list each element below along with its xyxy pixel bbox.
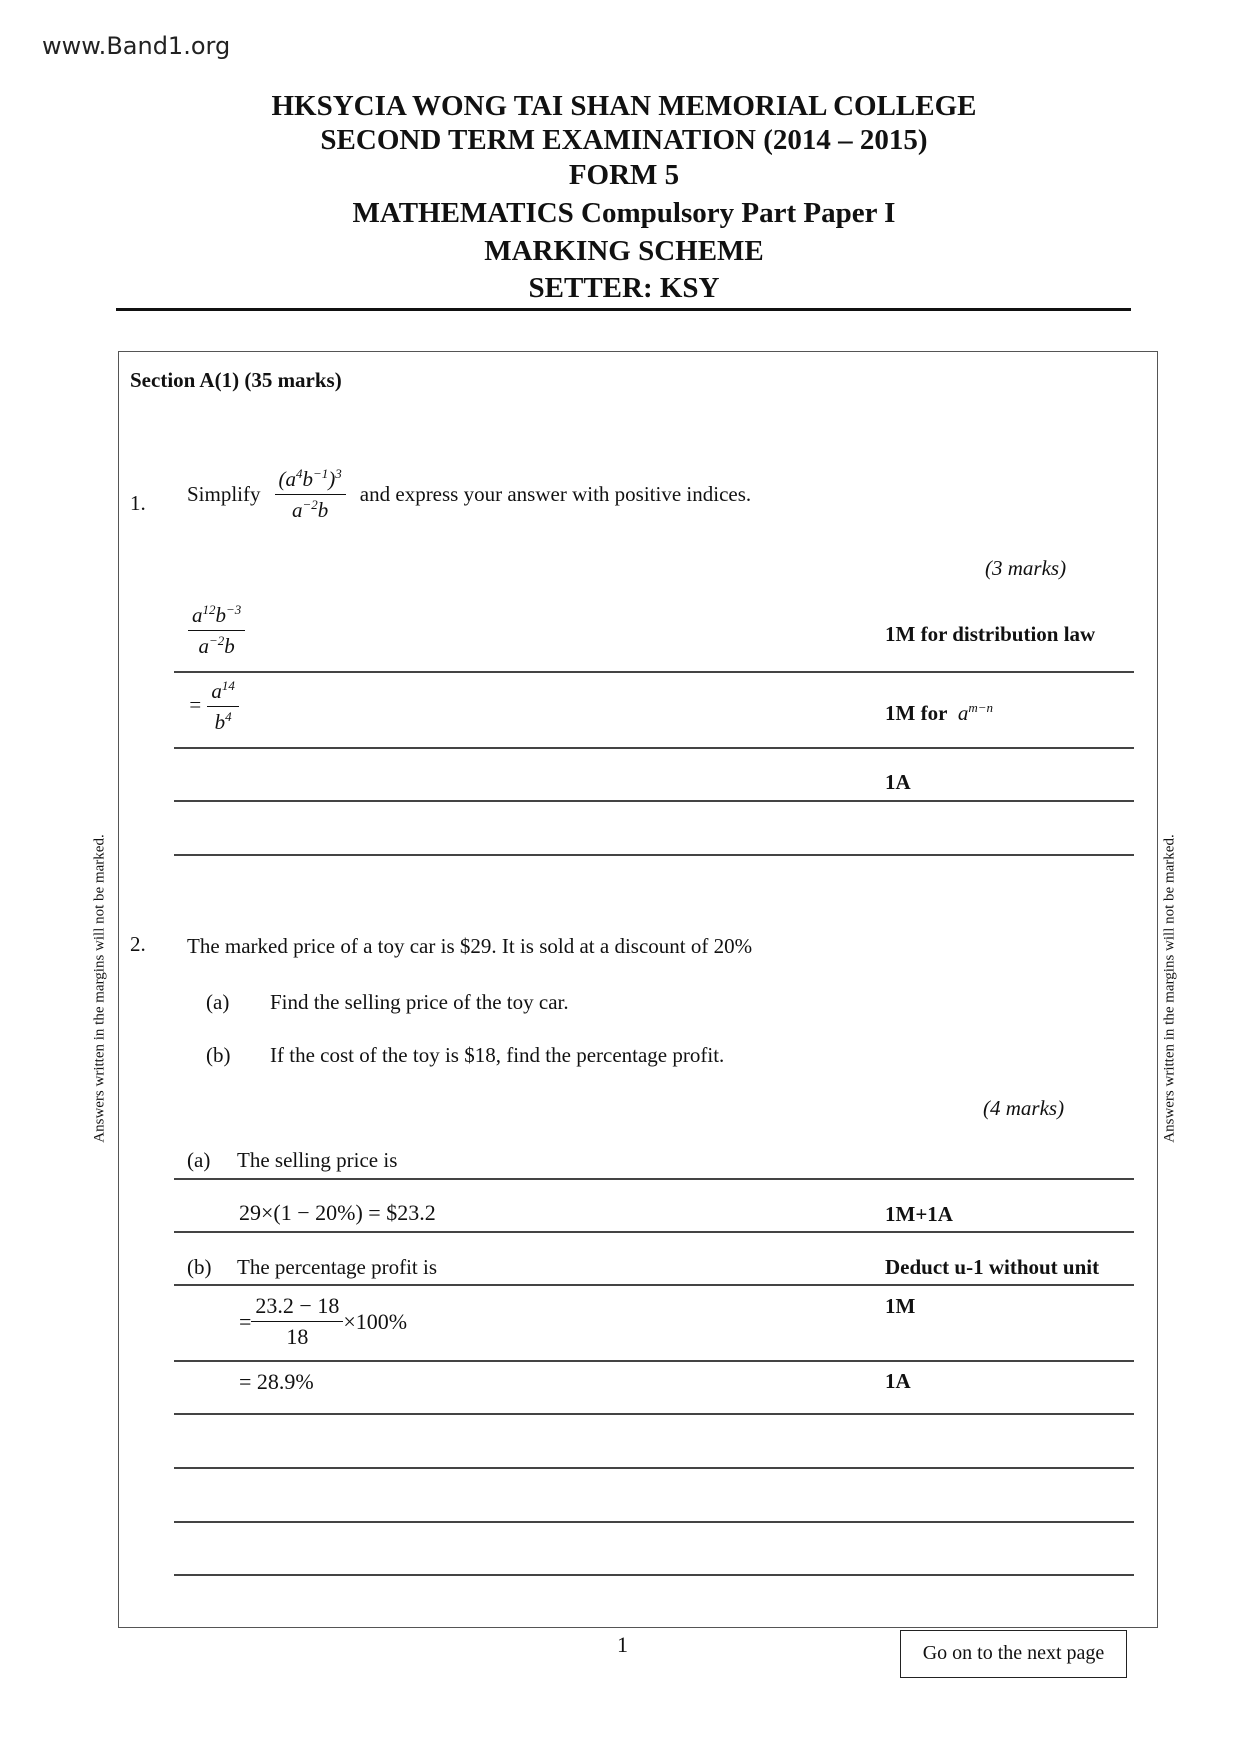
q2a-work: 29×(1 − 20%) = $23.2 — [239, 1200, 436, 1225]
q2-stem: The marked price of a toy car is $29. It is sold at a discount of 20% — [187, 934, 753, 958]
page-number: 1 — [617, 1632, 628, 1657]
row-line — [174, 1231, 1134, 1233]
q2b-mark1: 1M — [885, 1294, 916, 1318]
right-margin-note: Answers written in the margins will not be marked. — [1161, 834, 1178, 1143]
q1-step1: $\frac{a^{12}b^{-3}}{a^{-2}b}$ — [188, 602, 245, 659]
row-line — [174, 747, 1134, 749]
q2-marks: (4 marks) — [983, 1096, 1065, 1120]
q1-mark2: 1M for $a^{m-n}$ — [885, 700, 994, 725]
q1-mark1: 1M for distribution law — [885, 622, 1096, 646]
q2-number: 2. — [130, 932, 146, 956]
q1-question — [187, 466, 751, 523]
row-line — [174, 1574, 1134, 1576]
q1-marks: (3 marks) — [985, 556, 1067, 580]
q2a-mark: 1M+1A — [885, 1202, 953, 1226]
row-line — [174, 1467, 1134, 1469]
row-line — [174, 1284, 1134, 1286]
q2b-sol-label: (b) — [187, 1255, 212, 1279]
header-rule — [116, 308, 1131, 311]
setter: SETTER: KSY — [528, 272, 720, 304]
form-level: FORM 5 — [568, 159, 680, 191]
q2b-final: = 28.9% — [239, 1369, 314, 1394]
q2a-text: Find the selling price of the toy car. — [270, 990, 569, 1014]
school-name: HKSYCIA WONG TAI SHAN MEMORIAL COLLEGE — [271, 90, 977, 122]
q2a-label: (a) — [206, 990, 230, 1014]
left-margin-note: Answers written in the margins will not be marked. — [91, 834, 108, 1143]
row-line — [174, 1521, 1134, 1523]
q2a-sol-text: The selling price is — [237, 1148, 398, 1172]
row-line — [174, 1413, 1134, 1415]
doc-type: MARKING SCHEME — [484, 235, 764, 267]
q2b-mark2: 1A — [885, 1369, 911, 1393]
q1-number: 1. — [130, 491, 146, 515]
section-heading: Section A(1) (35 marks) — [130, 368, 342, 392]
row-line — [174, 1178, 1134, 1180]
q1-suffix: and express your answer with positive indices. — [359, 482, 752, 506]
q1-mark3: 1A — [885, 770, 911, 794]
site-watermark: www.Band1.org — [42, 32, 231, 60]
q1-prefix: Simplify — [187, 482, 261, 506]
row-line — [174, 671, 1134, 673]
q2b-label: (b) — [206, 1043, 231, 1067]
paper-name: MATHEMATICS Compulsory Part Paper I — [352, 197, 896, 229]
row-line — [174, 1360, 1134, 1362]
q1-step2: = $\frac{a^{14}}{b^4}$ — [188, 678, 239, 735]
q2b-unit-note: Deduct u-1 without unit — [885, 1255, 1100, 1279]
q2b-sol-text: The percentage profit is — [237, 1255, 437, 1279]
q2b-work: = $\frac{23.2 - 18}{18}$ ×100% — [239, 1293, 408, 1349]
q1-expression: $\frac{(a^4b^{-1})^3}{a^{-2}b}$ — [275, 466, 346, 523]
next-page-box: Go on to the next page — [900, 1630, 1127, 1678]
row-line — [174, 800, 1134, 802]
exam-name: SECOND TERM EXAMINATION (2014 – 2015) — [320, 124, 928, 156]
q2a-sol-label: (a) — [187, 1148, 211, 1172]
q2b-text: If the cost of the toy is $18, find the percentage profit. — [270, 1043, 725, 1067]
row-line — [174, 854, 1134, 856]
